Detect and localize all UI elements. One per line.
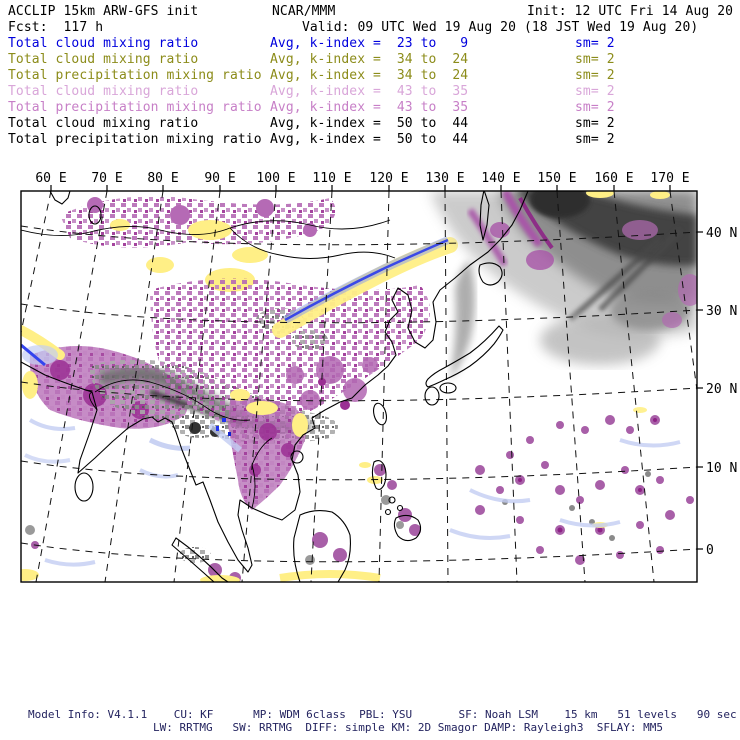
field-label: Total cloud mixing ratio — [8, 36, 199, 51]
smooth-value: sm= 2 — [575, 132, 615, 147]
kindex-range: Avg, k-index = 23 to 9 — [270, 36, 469, 51]
lon-tick-label: 70 E — [91, 171, 123, 186]
kindex-range: Avg, k-index = 34 to 24 — [270, 52, 469, 67]
init-time: Init: 12 UTC Fri 14 Aug 20 — [527, 4, 734, 19]
lat-tick-label: 10 N — [706, 461, 738, 476]
model-info-line-1: Model Info: V4.1.1 CU: KF MP: WDM 6class PBL: YSU SF: Noah LSM 15 km 51 levels 90 sec — [28, 708, 737, 721]
field-label: Total precipitation mixing ratio — [8, 68, 262, 83]
model-info-line-2: LW: RRTMG SW: RRTMG DIFF: simple KM: 2D Smagor DAMP: Rayleigh3 SFLAY: MM5 — [153, 721, 663, 734]
lon-tick-label: 150 E — [537, 171, 577, 186]
header-line-7 — [0, 100, 740, 116]
header-line-2 — [0, 20, 740, 36]
valid-time: Valid: 09 UTC Wed 19 Aug 20 (18 JST Wed 19 Aug 20) — [302, 20, 699, 35]
field-label: Total precipitation mixing ratio — [8, 100, 262, 115]
lon-tick-label: 110 E — [312, 171, 352, 186]
lon-tick-label: 100 E — [256, 171, 296, 186]
lat-tick-label: 30 N — [706, 304, 738, 319]
lon-tick-label: 140 E — [481, 171, 521, 186]
smooth-value: sm= 2 — [575, 68, 615, 83]
lon-tick-label: 80 E — [147, 171, 179, 186]
field-label: Total precipitation mixing ratio — [8, 132, 262, 147]
lon-tick-label: 130 E — [425, 171, 465, 186]
kindex-range: Avg, k-index = 50 to 44 — [270, 132, 469, 147]
header-line-1 — [0, 4, 740, 20]
header-line-3 — [0, 36, 740, 52]
lon-tick-label: 90 E — [204, 171, 236, 186]
org-label: NCAR/MMM — [272, 4, 336, 19]
weather-map — [0, 170, 740, 600]
field-label: Total cloud mixing ratio — [8, 116, 199, 131]
kindex-range: Avg, k-index = 43 to 35 — [270, 100, 469, 115]
header-line-8 — [0, 116, 740, 132]
field-label: Total cloud mixing ratio — [8, 84, 199, 99]
lat-tick-label: 0 — [706, 543, 714, 558]
smooth-value: sm= 2 — [575, 52, 615, 67]
longitude-axis — [35, 171, 689, 191]
lat-tick-label: 40 N — [706, 226, 738, 241]
field-label: Total cloud mixing ratio — [8, 52, 199, 67]
fcst-hour: Fcst: 117 h — [8, 20, 104, 35]
smooth-value: sm= 2 — [575, 36, 615, 51]
header-line-9 — [0, 132, 740, 148]
latitude-axis — [697, 226, 737, 558]
smooth-value: sm= 2 — [575, 84, 615, 99]
header-line-4 — [0, 52, 740, 68]
smooth-value: sm= 2 — [575, 100, 615, 115]
lon-tick-label: 170 E — [650, 171, 690, 186]
lon-tick-label: 160 E — [594, 171, 634, 186]
smooth-value: sm= 2 — [575, 116, 615, 131]
header-line-6 — [0, 84, 740, 100]
kindex-range: Avg, k-index = 34 to 24 — [270, 68, 469, 83]
lat-tick-label: 20 N — [706, 382, 738, 397]
model-title: ACCLIP 15km ARW-GFS init — [8, 4, 199, 19]
lon-tick-label: 120 E — [369, 171, 409, 186]
header-line-5 — [0, 68, 740, 84]
kindex-range: Avg, k-index = 43 to 35 — [270, 84, 469, 99]
lon-tick-label: 60 E — [35, 171, 67, 186]
kindex-range: Avg, k-index = 50 to 44 — [270, 116, 469, 131]
